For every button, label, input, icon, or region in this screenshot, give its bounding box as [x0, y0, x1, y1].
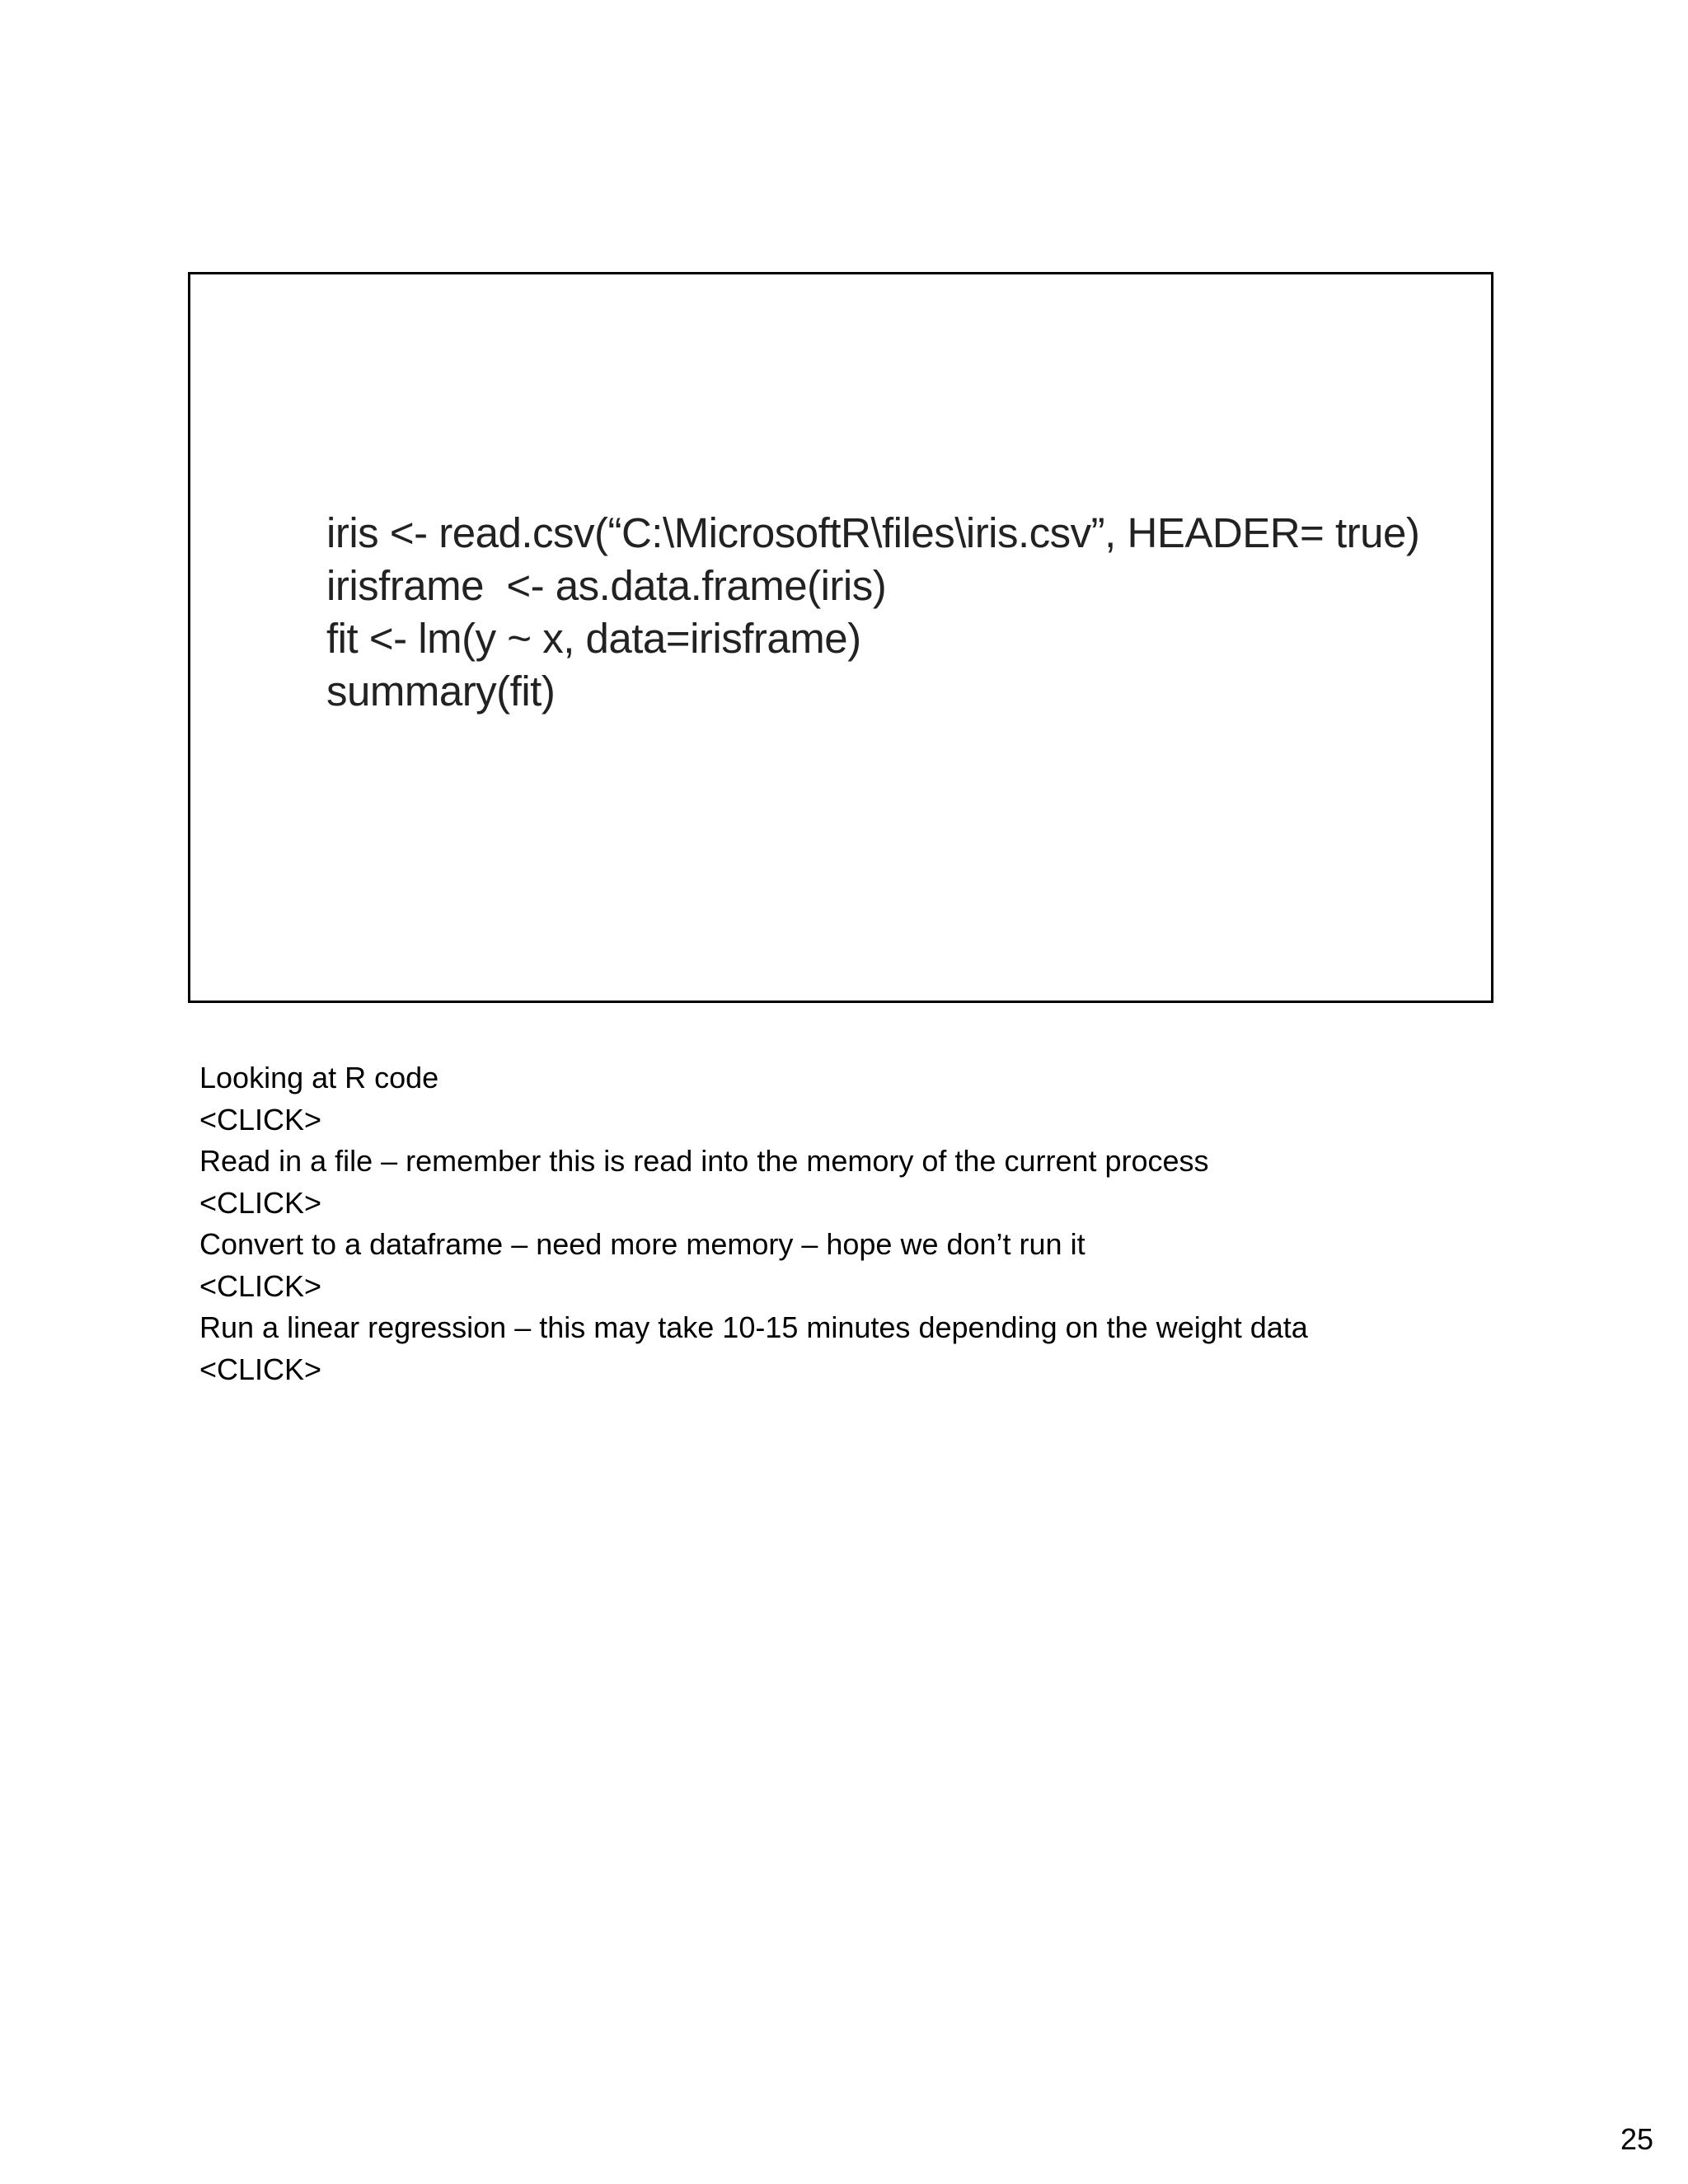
page-number: 25 — [1620, 2122, 1653, 2156]
note-line: <CLICK> — [199, 1268, 322, 1303]
code-line-read-csv: iris <- read.csv(“C:\MicrosoftR\files\iris.csv”, HEADER= true) — [326, 509, 1420, 556]
note-line: <CLICK> — [199, 1185, 322, 1220]
code-line-as-data-frame: irisframe <- as.data.frame(iris) — [326, 562, 887, 609]
speaker-notes — [199, 1057, 1308, 1390]
code-line-summary: summary(fit) — [326, 668, 556, 715]
note-line: Read in a file – remember this is read into the memory of the current process — [199, 1144, 1209, 1178]
note-line: Run a linear regression – this may take 10-15 minutes depending on the weight data — [199, 1310, 1308, 1344]
r-code-block — [326, 507, 1419, 718]
code-line-lm-fit: fit <- lm(y ~ x, data=irisframe) — [326, 615, 861, 662]
note-line: <CLICK> — [199, 1352, 322, 1386]
slide-thumbnail — [188, 272, 1493, 1003]
note-line: <CLICK> — [199, 1102, 322, 1137]
note-line: Looking at R code — [199, 1061, 439, 1094]
note-line: Convert to a dataframe – need more memory – hope we don’t run it — [199, 1227, 1085, 1261]
